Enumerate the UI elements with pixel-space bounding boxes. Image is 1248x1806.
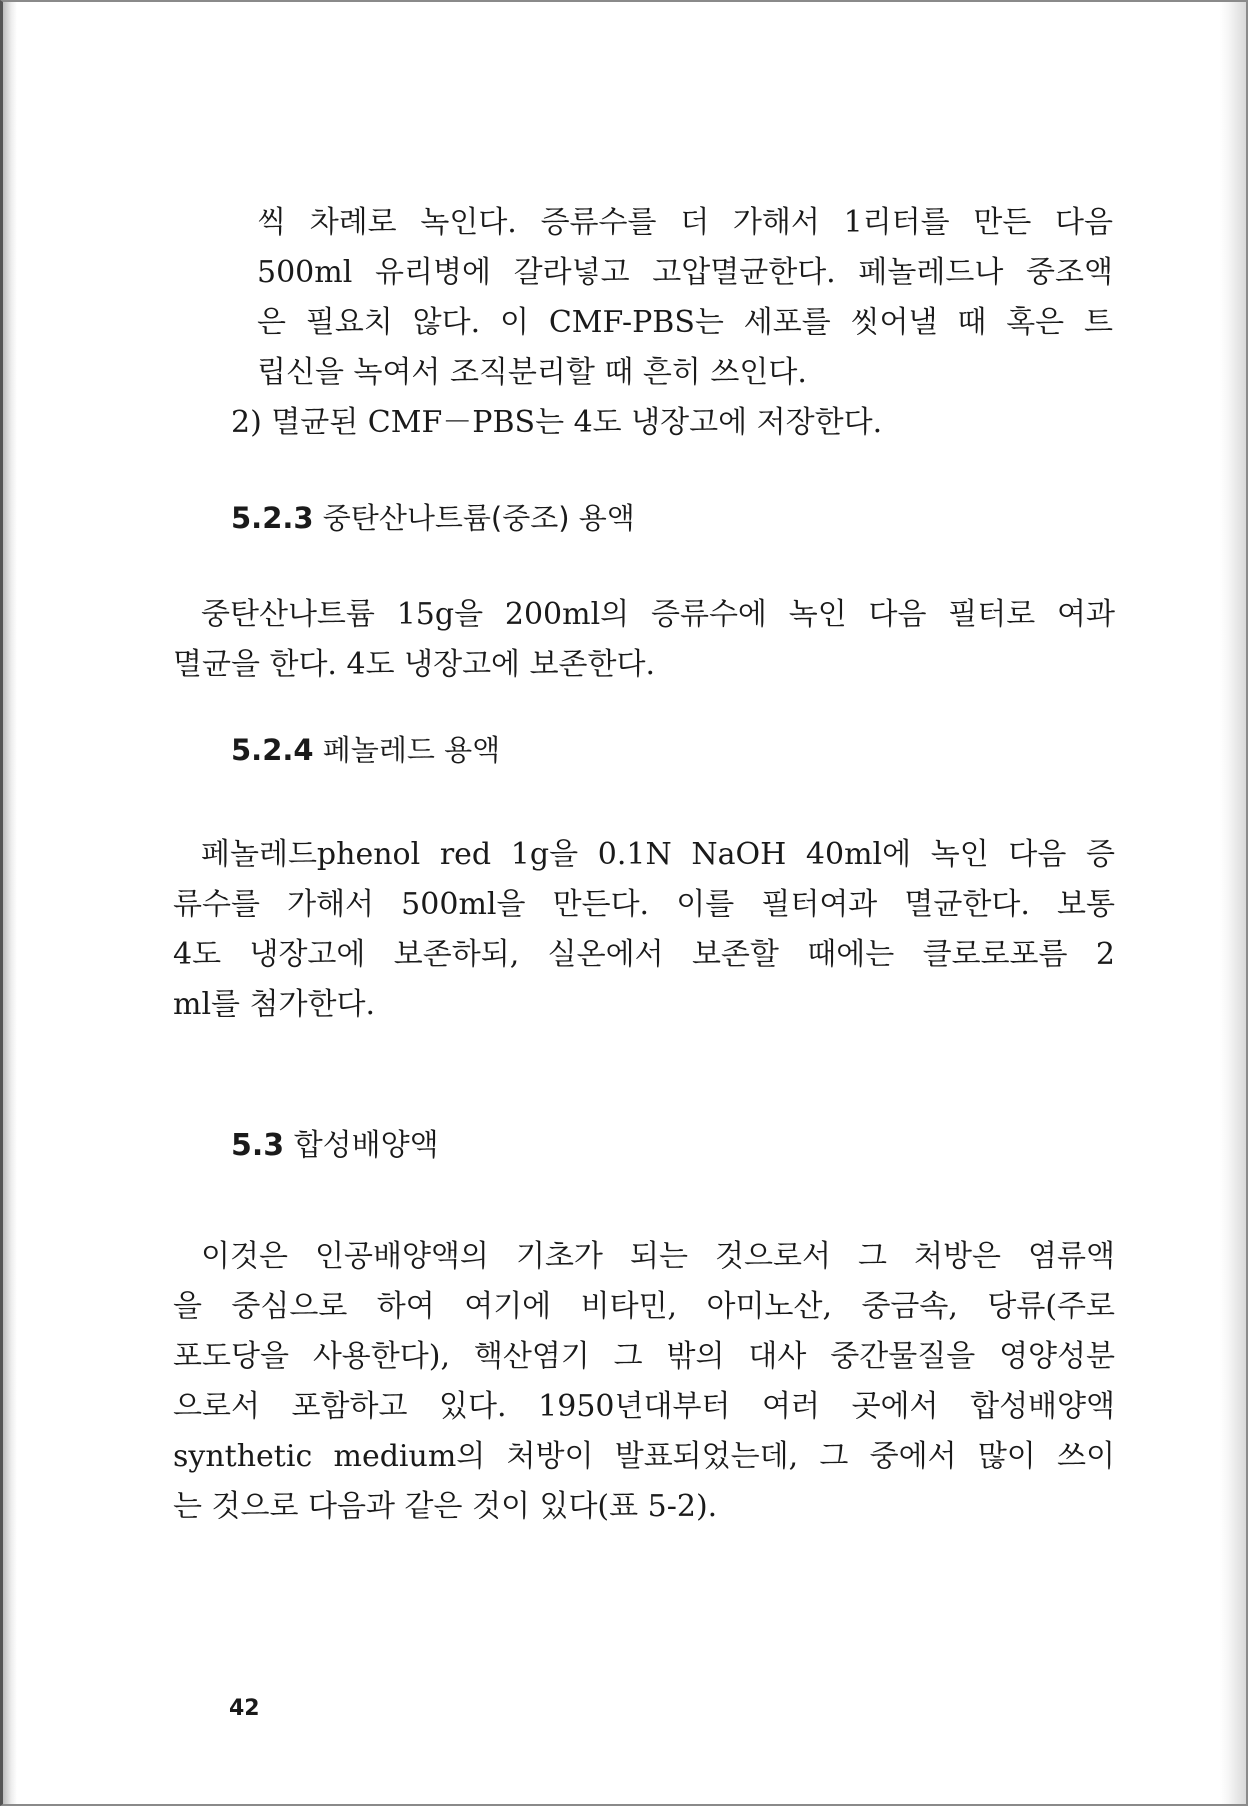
text-line: 립신을 녹여서 조직분리할 때 흔히 쓰인다. xyxy=(257,355,807,390)
text-line: synthetic medium의 처방이 발표되었는데, 그 중에서 많이 쓰이 xyxy=(173,1439,1115,1474)
text-line: ml를 첨가한다. xyxy=(173,987,376,1022)
page-spine-shadow xyxy=(3,2,17,1804)
section-title: 페놀레드 용액 xyxy=(322,733,501,767)
text-line: 으로서 포함하고 있다. 1950년대부터 여러 곳에서 합성배양액 xyxy=(173,1389,1115,1424)
section-heading-5-3 xyxy=(203,1124,1115,1168)
page-number: 42 xyxy=(229,1696,260,1721)
text-line: 은 필요치 않다. 이 CMF-PBS는 세포를 씻어낼 때 혹은 트 xyxy=(257,305,1113,340)
text-line: 포도당을 사용한다), 핵산염기 그 밖의 대사 중간물질을 영양성분 xyxy=(173,1339,1115,1374)
text-line: 500ml 유리병에 갈라넣고 고압멸균한다. 페놀레드나 중조액 xyxy=(257,255,1113,290)
section-5-2-3-paragraph xyxy=(173,590,1115,690)
text-line: 류수를 가해서 500ml을 만든다. 이를 필터여과 멸균한다. 보통 xyxy=(173,887,1115,922)
text-line: 4도 냉장고에 보존하되, 실온에서 보존할 때에는 클로로포름 2 xyxy=(173,937,1115,972)
section-heading-5-2-4 xyxy=(203,728,1115,772)
page-body xyxy=(173,198,1115,1532)
text-line: 을 중심으로 하여 여기에 비타민, 아미노산, 중금속, 당류(주로 xyxy=(173,1289,1115,1324)
section-title: 중탄산나트륨(중조) 용액 xyxy=(322,501,635,535)
text-line: 페놀레드phenol red 1g을 0.1N NaOH 40ml에 녹인 다음 증 xyxy=(201,837,1115,872)
section-heading-5-2-3 xyxy=(203,496,1115,540)
section-5-3-paragraph xyxy=(173,1232,1115,1532)
section-number: 5.2.3 xyxy=(231,501,314,535)
text-line: 멸균을 한다. 4도 냉장고에 보존한다. xyxy=(173,647,656,682)
section-title: 합성배양액 xyxy=(293,1128,439,1163)
page-edge-shadow xyxy=(1220,2,1246,1804)
text-line: 중탄산나트륨 15g을 200ml의 증류수에 녹인 다음 필터로 여과 xyxy=(201,597,1115,632)
section-number: 5.3 xyxy=(231,1128,285,1163)
section-number: 5.2.4 xyxy=(231,733,314,767)
section-5-2-4-paragraph xyxy=(173,830,1115,1030)
continuation-paragraph xyxy=(257,198,1115,398)
step-2: 2) 멸균된 CMF－PBS는 4도 냉장고에 저장한다. xyxy=(231,405,883,440)
text-line: 이것은 인공배양액의 기초가 되는 것으로서 그 처방은 염류액 xyxy=(201,1239,1115,1274)
text-line: 씩 차례로 녹인다. 증류수를 더 가해서 1리터를 만든 다음 xyxy=(257,205,1113,240)
text-line: 는 것으로 다음과 같은 것이 있다(표 5-2). xyxy=(173,1489,718,1524)
